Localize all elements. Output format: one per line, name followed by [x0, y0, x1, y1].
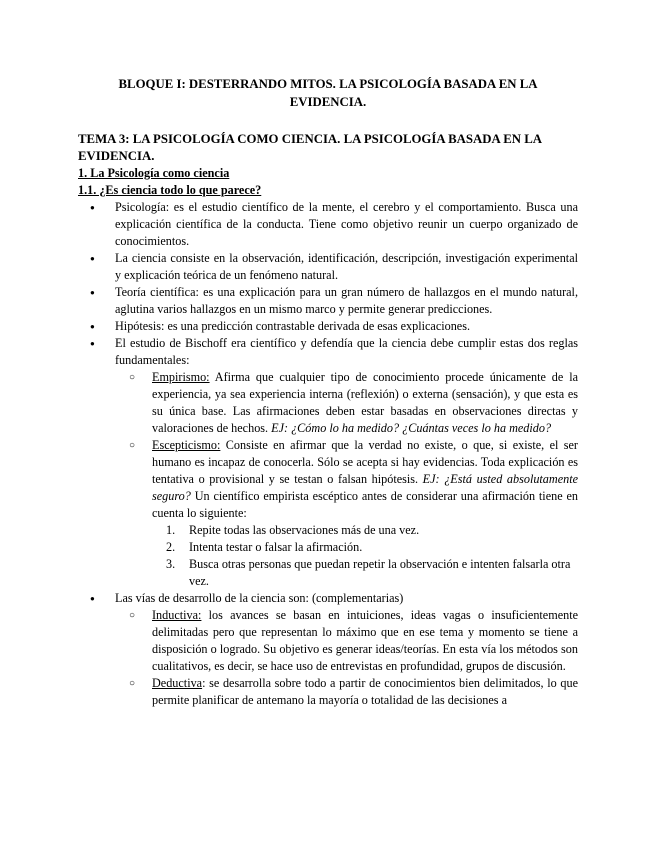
- bullet-bischoff: [78, 335, 578, 590]
- escepticismo-text2: Un científico empirista escéptico antes de considerar una afirmación tiene en cuenta lo siguiente:: [152, 489, 578, 520]
- inductiva-text: los avances se basan en intuiciones, ideas vagas o insuficientemente delimitadas pero que representan lo máximo que en ese tema y momento se tiene a disposición o logrado. Su objetivo es generar ideas/teorías. En esta vía los métodos son cualitativos, es decir, se hace uso de entrevistas en profundidad, grupos de discusión.: [152, 608, 578, 673]
- bullet-psicologia: ● Psicología: es el estudio científico de la mente, el cerebro y el comportamiento. Busca una explicación científica de la conducta. Tiene como objetivo reunir un cuerpo organizado de conocimientos.: [78, 199, 578, 250]
- item-escepticismo: [115, 437, 578, 590]
- step-item: [152, 556, 578, 590]
- vias-list: [115, 607, 578, 709]
- steps-list: [152, 522, 578, 590]
- bullet-ciencia: ● La ciencia consiste en la observación, identificación, descripción, investigación experimental y explicación teórica de un fenómeno natural.: [78, 250, 578, 284]
- empirismo-example: EJ: ¿Cómo lo ha medido? ¿Cuántas veces lo ha medido?: [271, 421, 552, 435]
- bullet-teoria: ● Teoría científica: es una explicación para un gran número de hallazgos en el mundo natural, aglutina varios hallazgos en un mismo marco y permite generar predicciones.: [78, 284, 578, 318]
- item-deductiva: [115, 675, 578, 709]
- step-number: 2.: [166, 540, 176, 554]
- document-page: [78, 76, 578, 709]
- step-text: Repite todas las observaciones más de una vez.: [189, 523, 420, 537]
- section-heading: 1. La Psicología como ciencia: [78, 166, 230, 180]
- inductiva-label: Inductiva:: [152, 608, 202, 622]
- escepticismo-text: Consiste en afirmar que la verdad no existe, o que, si existe, el ser humano es incapaz de conocerla. Sólo se acepta si hay evidencias. Toda explicación es tentativa o provisional y se testan o falsan hipótesis.: [152, 438, 578, 486]
- document-title: BLOQUE I: DESTERRANDO MITOS. LA PSICOLOGÍA BASADA EN LA EVIDENCIA.: [118, 77, 538, 109]
- escepticismo-label: Escepticismo:: [152, 438, 221, 452]
- empirismo-text: Afirma que cualquier tipo de conocimiento procede únicamente de la experiencia, ya sea experiencia interna (reflexión) o externa (sensación), y que esta es su única base. Las afirmaciones deben estar basadas en observaciones directas y valoraciones de hechos.: [152, 370, 578, 435]
- empirismo-label: Empirismo:: [152, 370, 210, 384]
- subsection-heading: 1.1. ¿Es ciencia todo lo que parece?: [78, 183, 262, 197]
- step-text: Busca otras personas que puedan repetir la observación e intenten falsarla otra vez.: [189, 557, 571, 588]
- main-bullet-list: [78, 199, 578, 709]
- item-inductiva: [115, 607, 578, 675]
- escepticismo-example: EJ: ¿Está usted absolutamente seguro?: [152, 472, 578, 503]
- escepticismo-body: [152, 437, 578, 522]
- step-item: [152, 539, 578, 556]
- vias-text: ● Las vías de desarrollo de la ciencia son: (complementarias): [115, 591, 404, 605]
- step-number: 3.: [166, 557, 176, 571]
- bullet-hipotesis: ● Hipótesis: es una predicción contrastable derivada de esas explicaciones.: [78, 318, 578, 335]
- step-text: Intenta testar o falsar la afirmación.: [189, 540, 363, 554]
- step-item: [152, 522, 578, 539]
- bischoff-text: ● El estudio de Bischoff era científico y defendía que la ciencia debe cumplir estas dos reglas fundamentales:: [115, 336, 578, 367]
- deductiva-label: Deductiva: [152, 676, 203, 690]
- rules-list: [115, 369, 578, 590]
- step-number: 1.: [166, 523, 176, 537]
- tema-heading: TEMA 3: LA PSICOLOGÍA COMO CIENCIA. LA PSICOLOGÍA BASADA EN LA EVIDENCIA.: [78, 132, 542, 163]
- deductiva-text: : se desarrolla sobre todo a partir de conocimientos bien delimitados, lo que permite planificar de antemano la mayoría o totalidad de las decisiones a: [152, 676, 578, 707]
- item-empirismo: [115, 369, 578, 437]
- bullet-vias: [78, 590, 578, 709]
